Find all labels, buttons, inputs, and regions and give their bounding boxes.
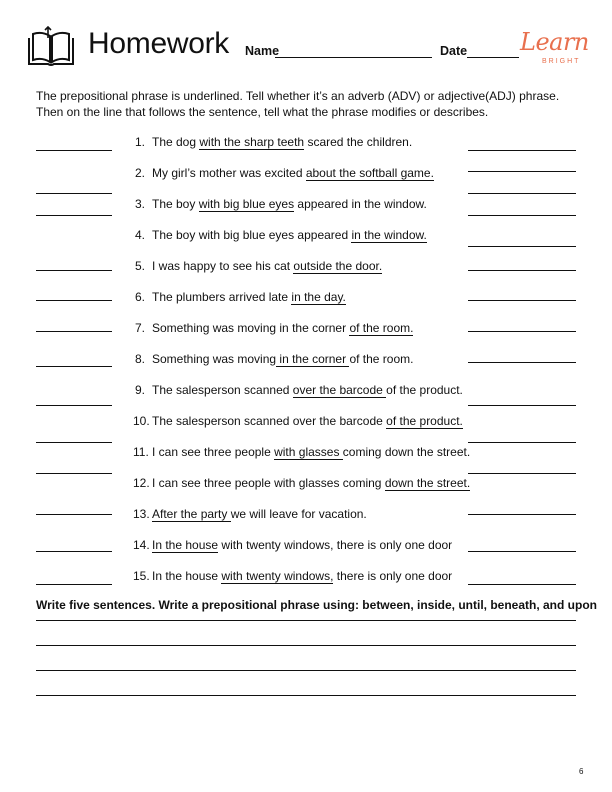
prepositional-phrase: about the softball game. <box>305 166 434 180</box>
sentence-text: My girl’s mother was excited <box>152 166 306 180</box>
date-field[interactable] <box>467 57 519 58</box>
answer-line-right[interactable] <box>468 473 576 474</box>
question-sentence <box>152 445 470 459</box>
question-number: 5. <box>135 259 146 273</box>
question-number: 9. <box>135 383 146 397</box>
prepositional-phrase: in the window. <box>351 228 427 242</box>
question-sentence <box>152 135 412 149</box>
answer-line-right[interactable] <box>468 551 576 552</box>
prepositional-phrase: of the room. <box>349 321 414 335</box>
answer-line-right[interactable] <box>468 405 576 406</box>
question-number: 15. <box>133 569 150 583</box>
sentence-text: with twenty windows, there is only one door <box>218 538 453 552</box>
question-number: 1. <box>135 135 146 149</box>
answer-line-right[interactable] <box>468 150 576 151</box>
writing-prompt: Write five sentences. Write a prepositional phrase using: between, inside, until, beneath, and upon <box>36 598 597 612</box>
answer-line-right[interactable] <box>468 171 576 172</box>
prepositional-phrase: down the street. <box>384 476 471 490</box>
writing-line[interactable] <box>36 645 576 646</box>
question-number: 6. <box>135 290 146 304</box>
sentence-text: I can see three people <box>152 445 275 459</box>
prepositional-phrase: with big blue eyes <box>198 197 295 211</box>
answer-line-right[interactable] <box>468 362 576 363</box>
question-number: 4. <box>135 228 146 242</box>
writing-line[interactable] <box>36 670 576 671</box>
sentence-text: In the house <box>152 569 222 583</box>
question-sentence <box>152 197 427 211</box>
sentence-text: The salesperson scanned over the barcode <box>152 414 387 428</box>
sentence-text: appeared in the window. <box>294 197 427 211</box>
answer-line-right[interactable] <box>468 442 576 443</box>
question-sentence <box>152 259 382 273</box>
question-sentence <box>152 228 427 242</box>
sentence-text: we will leave for vacation. <box>230 507 367 521</box>
prepositional-phrase: with glasses <box>274 445 343 459</box>
writing-line[interactable] <box>36 620 576 621</box>
sentence-text: coming down the street. <box>342 445 471 459</box>
question-number: 7. <box>135 321 146 335</box>
sentence-text: The boy <box>152 197 199 211</box>
question-sentence <box>152 476 470 490</box>
question-number: 14. <box>133 538 150 552</box>
answer-line-left[interactable] <box>36 270 112 271</box>
writing-line[interactable] <box>36 695 576 696</box>
sentence-text: there is only one door <box>333 569 453 583</box>
sentence-text: Something was moving <box>152 352 277 366</box>
prepositional-phrase: After the party <box>152 507 231 521</box>
question-number: 11. <box>133 445 149 459</box>
date-label: Date <box>440 44 468 58</box>
question-number: 2. <box>135 166 146 180</box>
question-number: 10. <box>133 414 150 428</box>
question-sentence <box>152 538 452 552</box>
sentence-text: Something was moving in the corner <box>152 321 350 335</box>
sentence-text: scared the children. <box>304 135 413 149</box>
book-icon <box>26 26 76 68</box>
answer-line-right[interactable] <box>468 300 576 301</box>
prepositional-phrase: in the day. <box>291 290 346 304</box>
answer-line-left[interactable] <box>36 442 112 443</box>
answer-line-left[interactable] <box>36 473 112 474</box>
answer-line-left[interactable] <box>36 551 112 552</box>
answer-line-left[interactable] <box>36 150 112 151</box>
prepositional-phrase: outside the door. <box>293 259 383 273</box>
answer-line-right[interactable] <box>468 331 576 332</box>
answer-line-left[interactable] <box>36 366 112 367</box>
answer-line-right[interactable] <box>468 246 576 247</box>
page-title: Homework <box>88 27 229 60</box>
learn-bright-logo: Learn BRIGHT <box>520 28 589 65</box>
answer-line-left[interactable] <box>36 193 112 194</box>
question-number: 12. <box>133 476 150 490</box>
sentence-text: The dog <box>152 135 200 149</box>
name-label: Name <box>245 44 280 58</box>
answer-line-left[interactable] <box>36 300 112 301</box>
answer-line-right[interactable] <box>468 215 576 216</box>
sentence-text: The boy with big blue eyes appeared <box>152 228 352 242</box>
sentence-text: of the room. <box>349 352 414 366</box>
sentence-text: I can see three people with glasses coming <box>152 476 385 490</box>
question-number: 8. <box>135 352 146 366</box>
question-sentence <box>152 383 463 397</box>
question-number: 3. <box>135 197 146 211</box>
question-sentence <box>152 290 346 304</box>
sentence-text: The salesperson scanned <box>152 383 293 397</box>
prepositional-phrase: of the product. <box>386 414 463 428</box>
question-sentence <box>152 321 413 335</box>
question-sentence <box>152 166 434 180</box>
prepositional-phrase: in the corner <box>276 352 350 366</box>
prepositional-phrase: In the house <box>152 538 219 552</box>
question-sentence <box>152 569 452 583</box>
question-sentence <box>152 507 367 521</box>
sentence-text: I was happy to see his cat <box>152 259 294 273</box>
answer-line-right[interactable] <box>468 514 576 515</box>
question-sentence <box>152 352 413 366</box>
answer-line-left[interactable] <box>36 405 112 406</box>
prepositional-phrase: with the sharp teeth <box>199 135 305 149</box>
question-number: 13. <box>133 507 150 521</box>
prepositional-phrase: over the barcode <box>292 383 387 397</box>
answer-line-right[interactable] <box>468 584 576 585</box>
instruction-line: The prepositional phrase is underlined. Tell whether it’s an adverb (ADV) or adjective(ADJ) phrase. <box>36 89 560 103</box>
answer-line-right[interactable] <box>468 270 576 271</box>
name-field[interactable] <box>275 57 432 58</box>
sentence-text: of the product. <box>386 383 463 397</box>
instructions <box>36 88 576 120</box>
answer-line-left[interactable] <box>36 215 112 216</box>
answer-line-right[interactable] <box>468 193 576 194</box>
instruction-line: Then on the line that follows the sentence, tell what the phrase modifies or describes. <box>36 105 489 119</box>
answer-line-left[interactable] <box>36 584 112 585</box>
answer-line-left[interactable] <box>36 514 112 515</box>
question-sentence <box>152 414 463 428</box>
prepositional-phrase: with twenty windows, <box>221 569 334 583</box>
page-number: 6 <box>579 767 584 776</box>
sentence-text: The plumbers arrived late <box>152 290 292 304</box>
answer-line-left[interactable] <box>36 331 112 332</box>
